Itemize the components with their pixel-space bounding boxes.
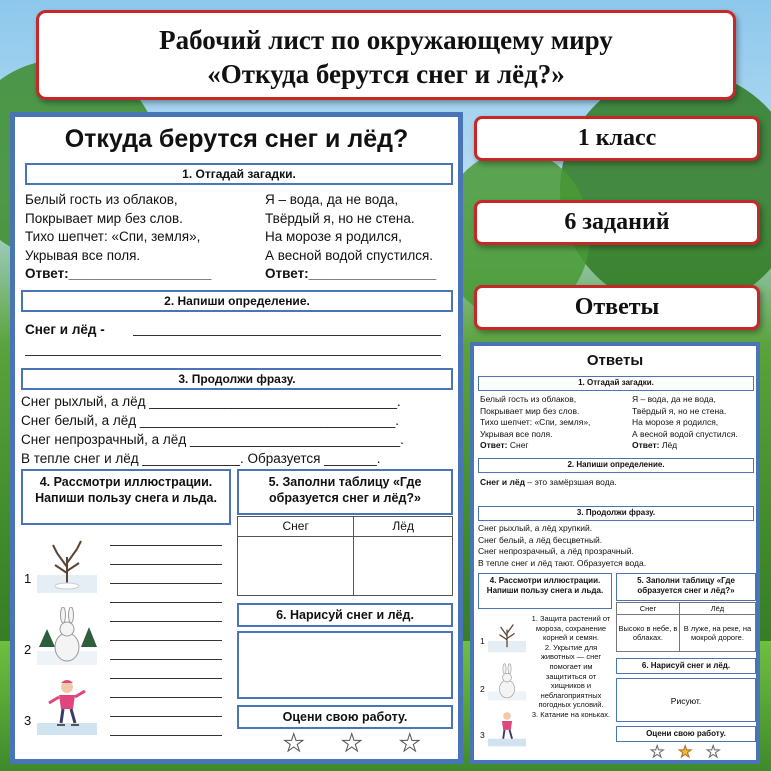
answer-line[interactable] bbox=[25, 355, 441, 356]
answer-line[interactable] bbox=[110, 621, 222, 622]
task2-heading: 2. Напиши определение. bbox=[21, 290, 453, 312]
answers-phrases bbox=[478, 523, 758, 569]
answer-line[interactable] bbox=[110, 545, 222, 546]
answers-page bbox=[470, 342, 760, 764]
list-item: 3. Катание на коньках. bbox=[531, 709, 611, 719]
answer-label: Ответ: bbox=[632, 440, 660, 450]
answers-where-formed-table bbox=[616, 602, 756, 652]
illustration-number: 1 bbox=[480, 636, 485, 646]
star-icon: ★ bbox=[706, 744, 721, 761]
riddle-left bbox=[25, 191, 245, 284]
riddle-line: Белый гость из облаков, bbox=[480, 394, 577, 404]
answers-task4-box bbox=[478, 573, 612, 609]
phrase-line: Снег белый, а лёд бесцветный. bbox=[478, 534, 603, 545]
riddle-line: Твёрдый я, но не стена. bbox=[632, 405, 727, 416]
riddle-line: Покрывает мир без слов. bbox=[480, 405, 580, 416]
answer-line[interactable] bbox=[133, 335, 441, 336]
illustration-number: 2 bbox=[480, 684, 485, 694]
self-assessment-heading: Оцени свою работу. bbox=[282, 710, 408, 724]
answer-value: Снег bbox=[509, 440, 529, 450]
where-formed-table bbox=[237, 516, 453, 596]
phrase-line[interactable]: Снег рыхлый, а лёд _________________________________. bbox=[21, 394, 401, 409]
task5-heading: 5. Заполни таблицу «Где образуется снег и лёд?» bbox=[268, 475, 422, 505]
answers-task3-heading: 3. Продолжи фразу. bbox=[478, 506, 754, 521]
background-tree bbox=[560, 70, 771, 310]
riddle-line: А весной водой спустился. bbox=[265, 247, 434, 263]
task4-box bbox=[21, 469, 231, 525]
answers-benefits-list bbox=[530, 614, 612, 720]
riddle-line: Твёрдый я, но не стена. bbox=[265, 210, 415, 226]
drawing-area[interactable] bbox=[237, 631, 453, 699]
answer-line[interactable] bbox=[110, 716, 222, 717]
riddle-line: На морозе я родился, bbox=[632, 417, 719, 427]
banner-line-2: «Откуда берутся снег и лёд?» bbox=[207, 59, 565, 89]
rabbit-illustration bbox=[37, 607, 97, 665]
skater-illustration bbox=[37, 677, 97, 735]
answers-self-assessment-box bbox=[616, 726, 756, 742]
riddle-line: На морозе я родился, bbox=[265, 229, 402, 244]
answer-line[interactable] bbox=[110, 564, 222, 565]
riddle-right bbox=[265, 191, 460, 284]
grade-badge: 1 класс bbox=[474, 116, 760, 161]
answers-definition bbox=[480, 477, 756, 489]
answers-task6-heading: 6. Нарисуй снег и лёд. bbox=[641, 661, 731, 670]
answers-task2-heading: 2. Напиши определение. bbox=[478, 458, 754, 473]
star-icon[interactable]: ★ bbox=[399, 730, 421, 757]
page-banner bbox=[36, 10, 736, 100]
illustration-number: 3 bbox=[480, 730, 485, 740]
definition-text: – это замёрзшая вода. bbox=[527, 477, 617, 487]
star-icon[interactable]: ★ bbox=[341, 730, 363, 757]
riddle-line: А весной водой спустился. bbox=[632, 428, 738, 439]
table-header-snow: Снег bbox=[238, 517, 354, 537]
answers-riddle-left bbox=[480, 394, 620, 452]
answer-value: Лёд bbox=[661, 440, 678, 450]
table-cell-ice: В луже, на реке, на мокрой дороге. bbox=[679, 615, 755, 652]
riddle-answer-field[interactable]: Ответ:_________________ bbox=[265, 266, 437, 281]
task6-heading: 6. Нарисуй снег и лёд. bbox=[276, 608, 414, 622]
answers-task5-box bbox=[616, 573, 756, 601]
answers-task1-heading: 1. Отгадай загадки. bbox=[478, 376, 754, 391]
illustration-number: 1 bbox=[24, 571, 32, 586]
riddle-line: Покрывает мир без слов. bbox=[25, 210, 183, 226]
answer-line[interactable] bbox=[110, 583, 222, 584]
task4-heading: 4. Рассмотри иллюстрации. Напиши пользу снега и льда. bbox=[35, 475, 217, 505]
task3-heading: 3. Продолжи фразу. bbox=[21, 368, 453, 390]
answers-self-assessment-heading: Оцени свою работу. bbox=[646, 729, 726, 738]
answers-riddle-right bbox=[632, 394, 758, 452]
riddle-line: Я – вода, да не вода, bbox=[265, 192, 399, 207]
self-assessment-box bbox=[237, 705, 453, 729]
tasks-count-badge: 6 заданий bbox=[474, 200, 760, 245]
task5-box bbox=[237, 469, 453, 515]
answer-line[interactable] bbox=[110, 697, 222, 698]
table-header-ice: Лёд bbox=[354, 517, 453, 537]
riddle-answer-field[interactable]: Ответ:___________________ bbox=[25, 266, 212, 281]
star-icon[interactable]: ★ bbox=[283, 730, 305, 757]
answer-label: Ответ: bbox=[480, 440, 508, 450]
list-item: 1. Защита растений от мороза, сохранение корней и семян. bbox=[531, 614, 611, 643]
tree-illustration bbox=[37, 535, 97, 593]
table-cell-ice[interactable] bbox=[354, 537, 453, 596]
phrase-line[interactable]: В тепле снег и лёд _____________. Образуется _______. bbox=[21, 451, 381, 466]
answer-line[interactable] bbox=[110, 640, 222, 641]
riddle-line: Тихо шепчет: «Спи, земля», bbox=[480, 417, 591, 427]
riddle-line: Тихо шепчет: «Спи, земля», bbox=[25, 229, 201, 244]
table-cell-snow[interactable] bbox=[238, 537, 354, 596]
phrase-line[interactable]: Снег непрозрачный, а лёд ____________________________. bbox=[21, 432, 404, 447]
answers-drawing-area: Рисуют. bbox=[616, 678, 756, 722]
answers-task6-box bbox=[616, 658, 756, 674]
phrase-line: Снег рыхлый, а лёд хрупкий. bbox=[478, 523, 593, 533]
answer-line[interactable] bbox=[110, 735, 222, 736]
star-icon: ★ bbox=[678, 744, 693, 761]
worksheet-title: Откуда берутся снег и лёд? bbox=[64, 125, 409, 153]
riddle-line: Я – вода, да не вода, bbox=[632, 394, 716, 404]
phrase-line: Снег непрозрачный, а лёд прозрачный. bbox=[478, 546, 634, 556]
skater-illustration bbox=[488, 708, 526, 748]
table-header-ice: Лёд bbox=[679, 603, 755, 615]
star-icon: ★ bbox=[650, 744, 665, 761]
riddle-line: Укрывая все поля. bbox=[480, 428, 553, 439]
phrase-line: В тепле снег и лёд тают. Образуется вода. bbox=[478, 557, 647, 568]
illustration-number: 3 bbox=[24, 713, 32, 728]
illustration-number: 2 bbox=[24, 642, 32, 657]
answers-title: Ответы bbox=[586, 352, 644, 369]
answer-line[interactable] bbox=[110, 602, 222, 603]
task6-box bbox=[237, 603, 453, 627]
worksheet-page bbox=[10, 112, 463, 764]
answers-task5-heading: 5. Заполни таблицу «Где образуется снег и лёд?» bbox=[637, 576, 735, 595]
answer-line[interactable] bbox=[110, 659, 222, 660]
table-cell-snow: Высоко в небе, в облаках. bbox=[617, 615, 680, 652]
phrase-line[interactable]: Снег белый, а лёд __________________________________. bbox=[21, 413, 399, 428]
answer-line[interactable] bbox=[110, 678, 222, 679]
riddle-line: Укрывая все поля. bbox=[25, 247, 141, 263]
riddle-line: Белый гость из облаков, bbox=[25, 192, 178, 207]
answers-badge: Ответы bbox=[474, 285, 760, 330]
list-item: 2. Укрытие для животных — снег помогает им защититься от хищников и неблагоприятных погодных условий. bbox=[538, 642, 604, 710]
table-header-snow: Снег bbox=[617, 603, 680, 615]
tree-illustration bbox=[488, 614, 526, 654]
rabbit-illustration bbox=[488, 662, 526, 702]
task1-heading: 1. Отгадай загадки. bbox=[25, 163, 453, 185]
answers-task4-heading: 4. Рассмотри иллюстрации. Напиши пользу снега и льда. bbox=[486, 576, 604, 595]
definition-term: Снег и лёд bbox=[480, 477, 526, 487]
banner-line-1: Рабочий лист по окружающему миру bbox=[159, 25, 613, 55]
definition-prompt: Снег и лёд - bbox=[25, 322, 105, 337]
